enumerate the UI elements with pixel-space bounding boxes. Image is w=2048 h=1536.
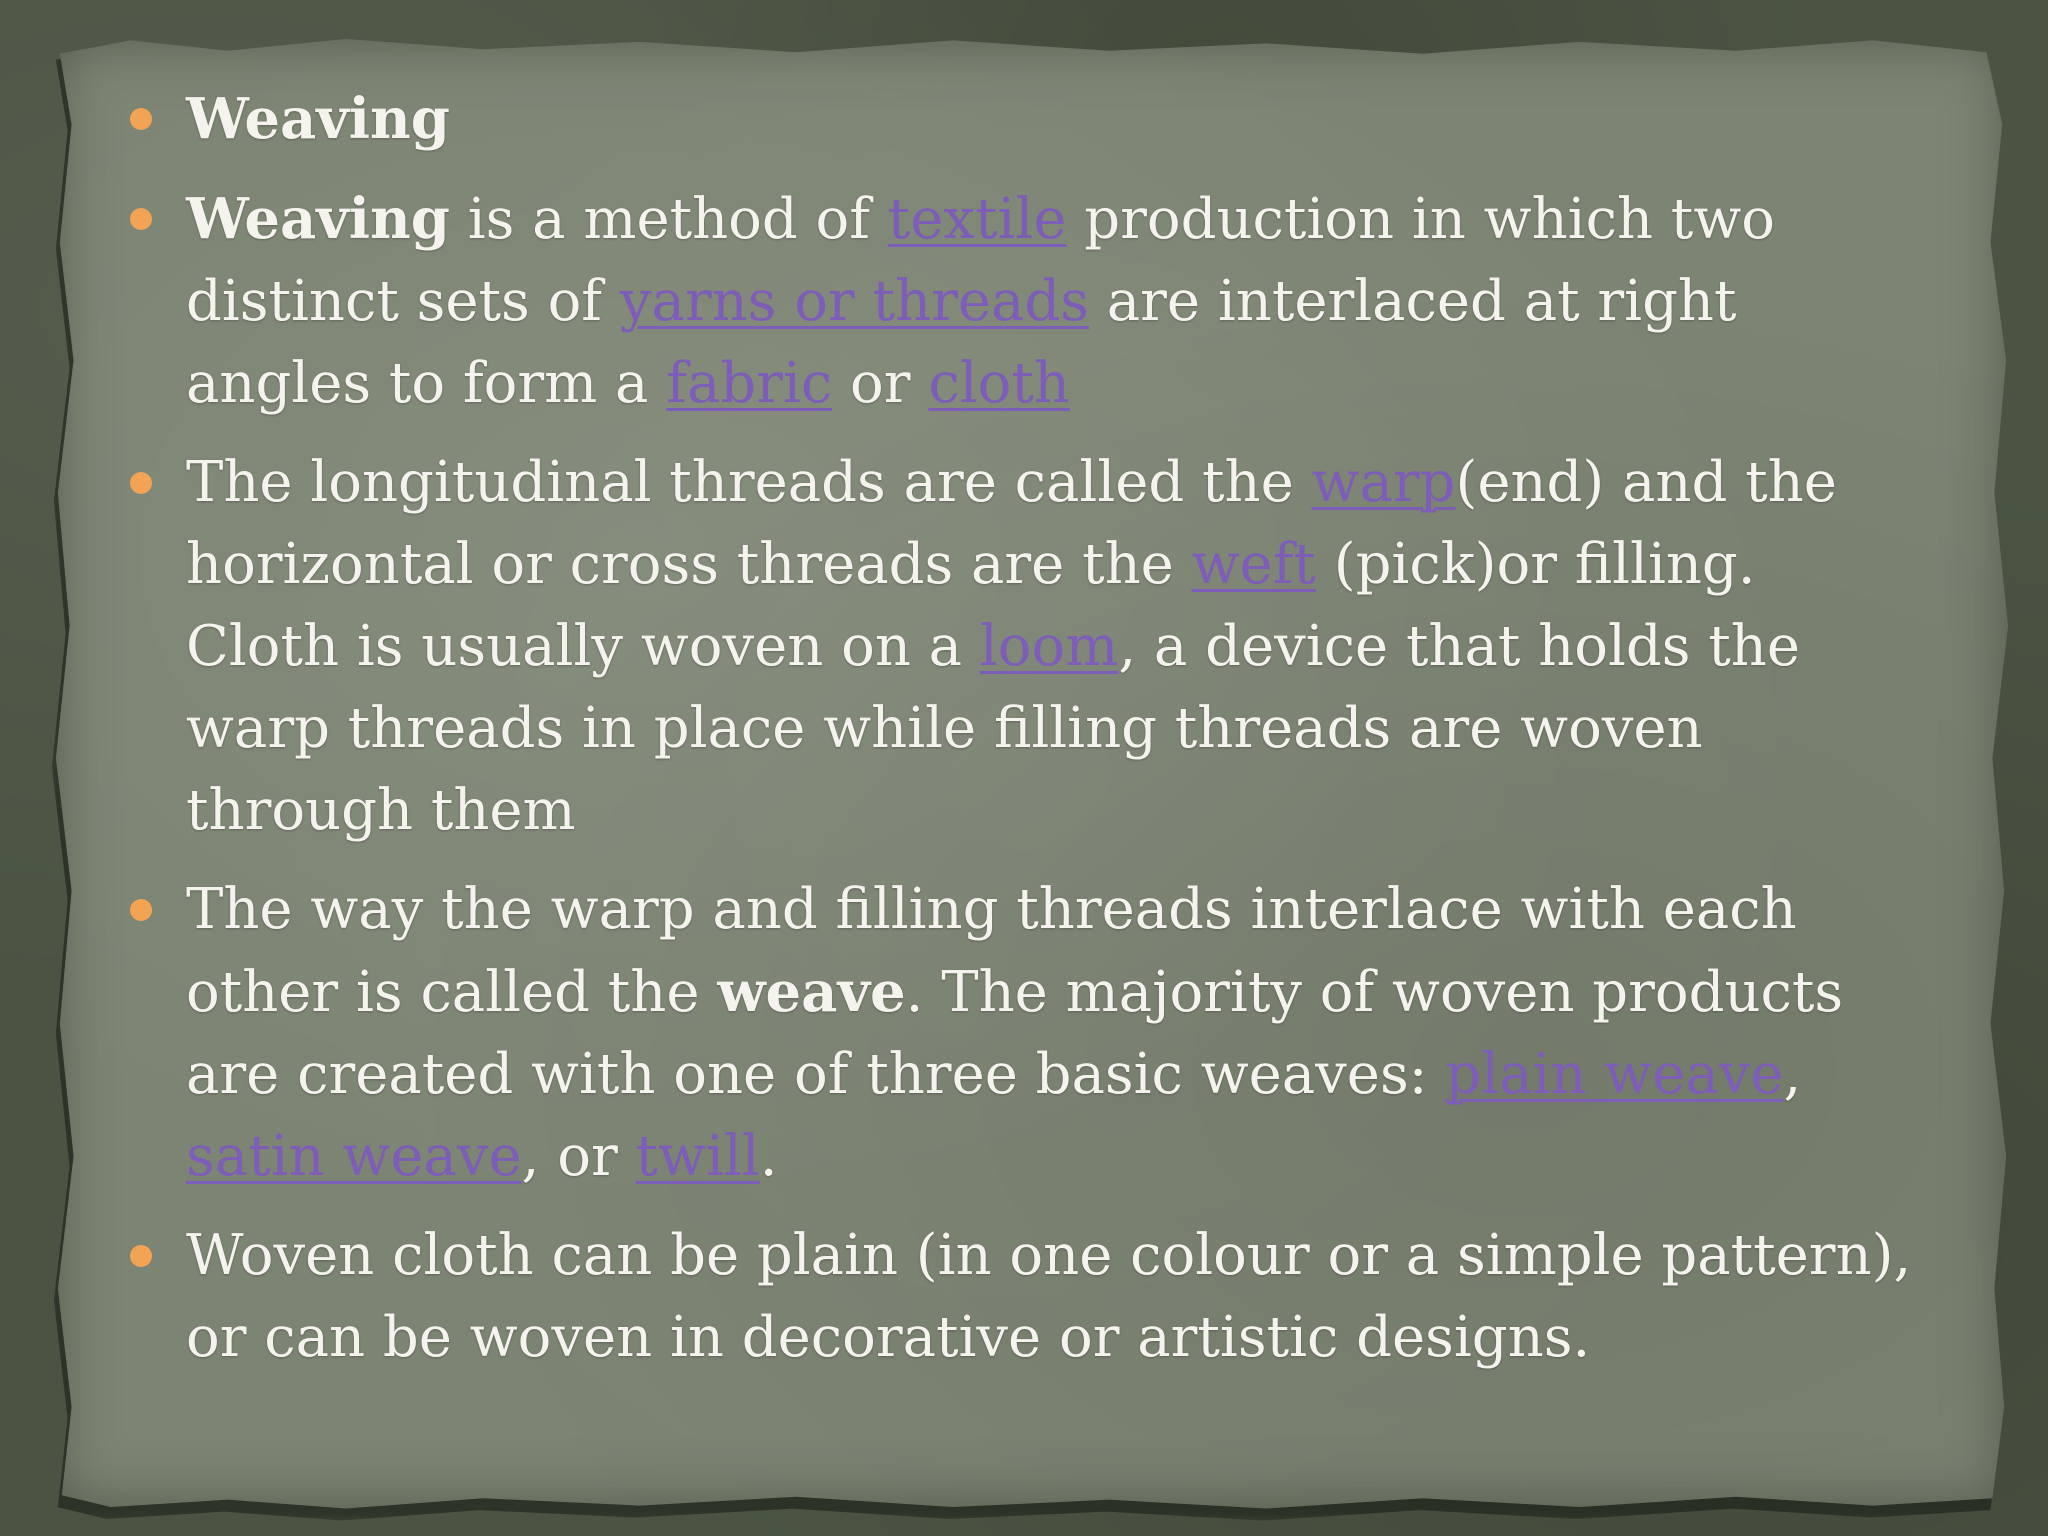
bullet-dot-icon	[130, 472, 152, 494]
link-warp[interactable]: warp	[1311, 450, 1456, 515]
text-fragment: are interlaced at right angles to form a	[186, 269, 1737, 416]
link-fabric[interactable]: fabric	[666, 351, 833, 416]
slide-title: Weaving	[186, 86, 450, 152]
link-plain-weave[interactable]: plain weave	[1445, 1042, 1784, 1107]
link-twill[interactable]: twill	[635, 1124, 760, 1189]
link-satin-weave[interactable]: satin weave	[186, 1124, 522, 1189]
link-weft[interactable]: weft	[1191, 532, 1316, 597]
bullet-item-warp-weft	[126, 442, 1926, 852]
text-fragment: , a device that holds the warp threads in place while filling threads are woven through them	[186, 614, 1801, 843]
text-fragment: The way the warp and filling threads interlace with each other is called the	[186, 877, 1797, 1025]
bullet-dot-icon	[130, 108, 152, 130]
bullet-item-weave-types	[126, 869, 1926, 1198]
text-fragment: Woven cloth can be plain (in one colour or a simple pattern), or can be woven in decorative or artistic designs.	[186, 1223, 1912, 1370]
link-textile[interactable]: textile	[887, 187, 1067, 252]
link-loom[interactable]: loom	[979, 614, 1119, 679]
text-fragment: The longitudinal threads are called the	[186, 450, 1312, 515]
text-fragment: (pick)or filling. Cloth is usually woven on a	[186, 532, 1756, 679]
bullet-dot-icon	[130, 899, 152, 921]
bullet-item-definition	[126, 178, 1926, 425]
text-fragment: , or	[521, 1124, 636, 1189]
slide-content	[126, 78, 1926, 1396]
bullet-dot-icon	[130, 1245, 152, 1267]
text-fragment: is a method of	[449, 187, 888, 252]
link-yarns-or-threads[interactable]: yarns or threads	[619, 269, 1089, 334]
bullet-list	[126, 78, 1926, 1379]
bold-term-weave: weave	[717, 959, 906, 1025]
bullet-dot-icon	[130, 208, 152, 230]
bullet-item-woven-cloth	[126, 1215, 1926, 1379]
text-fragment: ,	[1783, 1042, 1802, 1107]
text-fragment: .	[759, 1124, 778, 1189]
bold-term-weaving: Weaving	[186, 186, 450, 252]
text-fragment: (end) and the horizontal or cross threads are the	[186, 450, 1837, 597]
bullet-item-title	[126, 78, 1926, 161]
link-cloth[interactable]: cloth	[928, 351, 1070, 416]
text-fragment: production in which two distinct sets of	[186, 187, 1775, 334]
text-fragment: . The majority of woven products are created with one of three basic weaves:	[186, 960, 1844, 1107]
text-fragment: or	[832, 351, 929, 416]
